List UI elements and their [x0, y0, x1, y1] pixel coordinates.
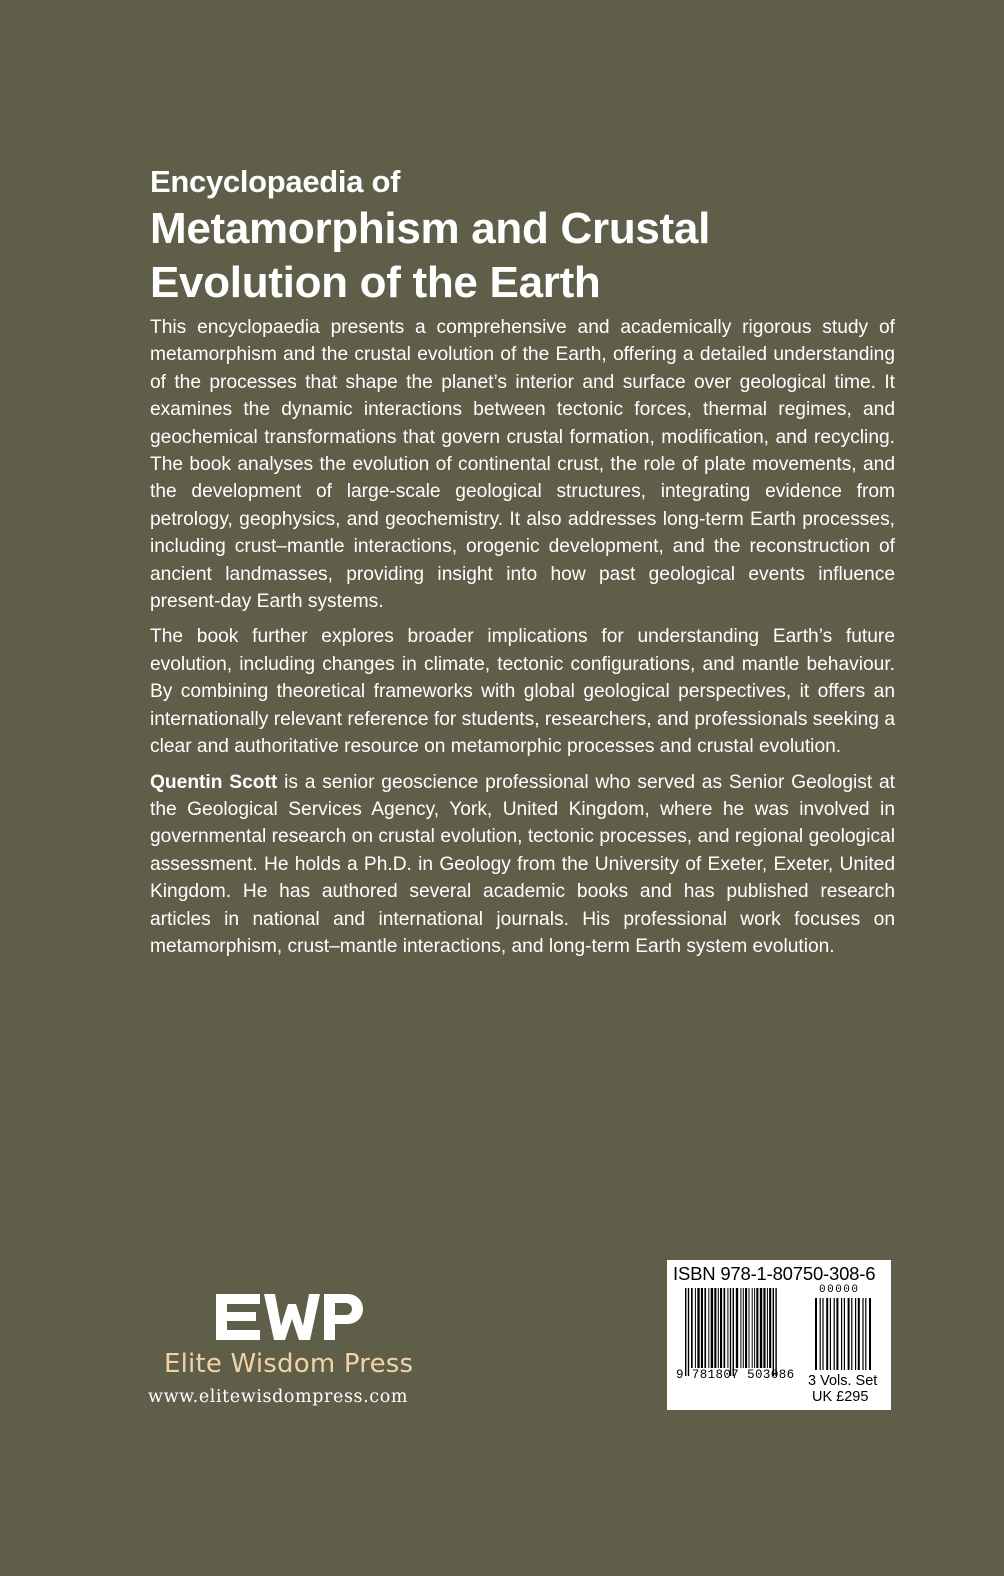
isbn-number: ISBN 978-1-80750-308-6	[673, 1263, 876, 1284]
author-name: Quentin Scott	[150, 771, 278, 793]
description-paragraph-2: The book further explores broader implications for understanding Earth’s future evolution, including changes in climate, tectonic configurations, and mantle behaviour. By combining theoretical frameworks with global geological perspectives, it offers an internationally relevant reference for students, researchers, and professionals seeking a clear and authoritative resource on metamorphic processes and crustal evolution.	[150, 626, 895, 758]
publisher-name: Elite Wisdom Press	[164, 1349, 414, 1379]
publisher-url[interactable]: www.elitewisdompress.com	[148, 1387, 409, 1407]
series-title: Encyclopaedia of	[150, 164, 401, 199]
barcode-digits: 9 781807 503086	[676, 1368, 795, 1382]
barcode-addon-digits: 00000	[819, 1284, 860, 1296]
title-line-1: Metamorphism and Crustal	[150, 204, 711, 253]
title-line-2: Evolution of the Earth	[150, 258, 601, 307]
description-paragraph-1: This encyclopaedia presents a comprehensive and academically rigorous study of metamorphism and the crustal evolution of the Earth, offering a detailed understanding of the processes that shape the planet’s interior and surface over geological time. It examines the dynamic interactions between tectonic forces, thermal regimes, and geochemical transformations that govern crustal formation, modification, and recycling. The book analyses the evolution of continental crust, the role of plate movements, and the development of large-scale geological structures, integrating evidence from petrology, geophysics, and geochemistry. It also addresses long-term Earth processes, including crust–mantle interactions, orogenic development, and the reconstruction of ancient landmasses, providing insight into how past geological events influence present-day Earth systems.	[150, 317, 895, 613]
isbn-barcode	[667, 1260, 891, 1410]
book-title	[150, 202, 895, 310]
set-label: 3 Vols. Set	[808, 1373, 878, 1389]
publisher-logo	[216, 1290, 366, 1344]
price-label: UK £295	[812, 1389, 869, 1405]
cover-content	[150, 162, 895, 968]
author-bio-text: is a senior geoscience professional who served as Senior Geologist at the Geological Services Agency, York, United Kingdom, where he was involved in governmental research on crustal evolution, tectonic processes, and regional geological assessment. He holds a Ph.D. in Geology from the University of Exeter, Exeter, United Kingdom. He has authored several academic books and has published research articles in national and international journals. His professional work focuses on metamorphism, crust–mantle interactions, and long-term Earth system evolution.	[150, 771, 896, 957]
author-bio	[150, 769, 895, 961]
